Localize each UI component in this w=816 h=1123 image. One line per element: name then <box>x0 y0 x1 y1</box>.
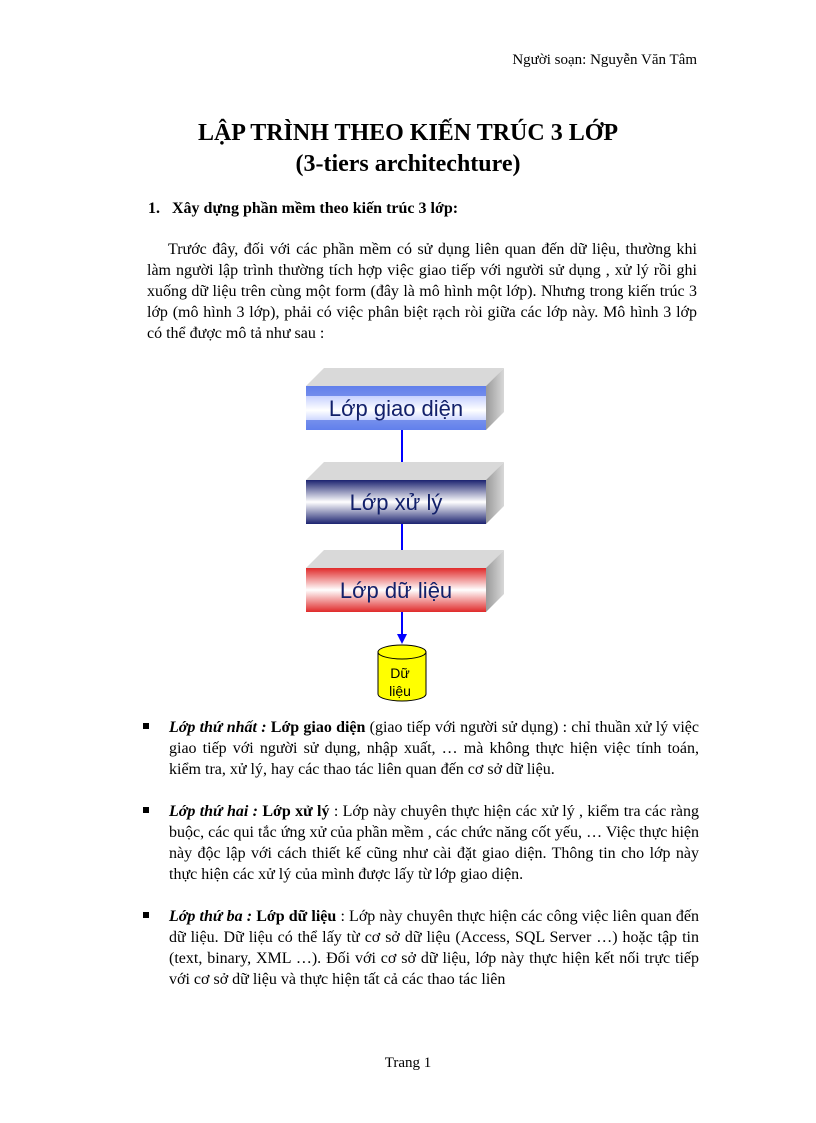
bullet-layer-name: Lớp dữ liệu <box>256 908 337 925</box>
arrow-3-icon <box>397 634 407 644</box>
bullet-square-icon <box>143 912 149 918</box>
bullet-text: (giao tiếp với người sử dụng) : chỉ thuần xử lý việc giao tiếp với người sử dụng, nhập xuất, … mà không thực hiện việc tính toán, kiểm tra, xử lý, hay các thao tác liên quan đến cơ sở dữ liệu. <box>169 719 700 778</box>
title-line-2: (3-tiers architechture) <box>295 151 521 177</box>
bullet-lead: Lớp thứ ba : <box>169 908 253 925</box>
bullet-layer-name: Lớp giao diện <box>270 719 366 736</box>
list-item <box>143 801 699 885</box>
document-title <box>0 118 816 180</box>
database-label-line-2: liệu <box>389 683 411 699</box>
layer-box-presentation <box>306 368 504 430</box>
database-label-line-1: Dữ <box>390 665 410 681</box>
database-icon <box>378 645 426 701</box>
intro-paragraph: Trước đây, đối với các phần mềm có sử dụng liên quan đến dữ liệu, thường khi làm người lập trình thường tích hợp việc giao tiếp với người sử dụng , xử lý rồi ghi xuống dữ liệu trên cùng một form (đây là mô hình một lớp). Nhưng trong kiến trúc 3 lớp (mô hình 3 lớp), phải có việc phân biệt rạch ròi giữa các lớp này. Mô hình 3 lớp có thể được mô tả như sau : <box>147 241 697 342</box>
list-item <box>143 717 699 780</box>
bullet-lead: Lớp thứ nhất : <box>169 719 267 736</box>
bullet-layer-name: Lớp xử lý <box>262 803 330 820</box>
bullet-square-icon <box>143 807 149 813</box>
section-heading <box>148 200 458 218</box>
bullet-text: : Lớp này chuyên thực hiện các công việc liên quan đến dữ liệu. Dữ liệu có thể lấy từ cơ sở dữ liệu (Access, SQL Server …) hoặc tập tin (text, binary, XML …). Đối với cơ sở dữ liệu, lớp này thực hiện kết nối trực tiếp với cơ sở dữ liệu và thực hiện tất cả các thao tác liên <box>169 908 700 988</box>
title-line-1: LẬP TRÌNH THEO KIẾN TRÚC 3 LỚP <box>197 120 619 146</box>
section-heading-text: Xây dựng phần mềm theo kiến trúc 3 lớp: <box>172 200 459 217</box>
layer-label-data: Lớp dữ liệu <box>339 578 453 603</box>
section-number: 1. <box>148 200 160 217</box>
bullet-lead: Lớp thứ hai : <box>169 803 258 820</box>
layer-label-business: Lớp xử lý <box>349 490 443 515</box>
layer-box-data <box>306 550 504 612</box>
layer-label-presentation: Lớp giao diện <box>328 396 464 421</box>
three-tier-diagram <box>290 360 520 706</box>
author-line: Người soạn: Nguyễn Văn Tâm <box>512 52 697 68</box>
page-number: Trang 1 <box>384 1055 432 1071</box>
layer-box-business <box>306 462 504 524</box>
layer-description-list <box>143 717 699 1011</box>
bullet-square-icon <box>143 723 149 729</box>
list-item <box>143 906 699 990</box>
bullet-text: : Lớp này chuyên thực hiện các xử lý , kiểm tra các ràng buộc, các qui tắc ứng xử của phần mềm , các chức năng cốt yếu, … Việc thực hiện này độc lập với cách thiết kế cũng như cài đặt giao diện. Thông tin cho lớp này thực hiện các xử lý của mình được lấy từ lớp giao diện. <box>169 803 699 883</box>
